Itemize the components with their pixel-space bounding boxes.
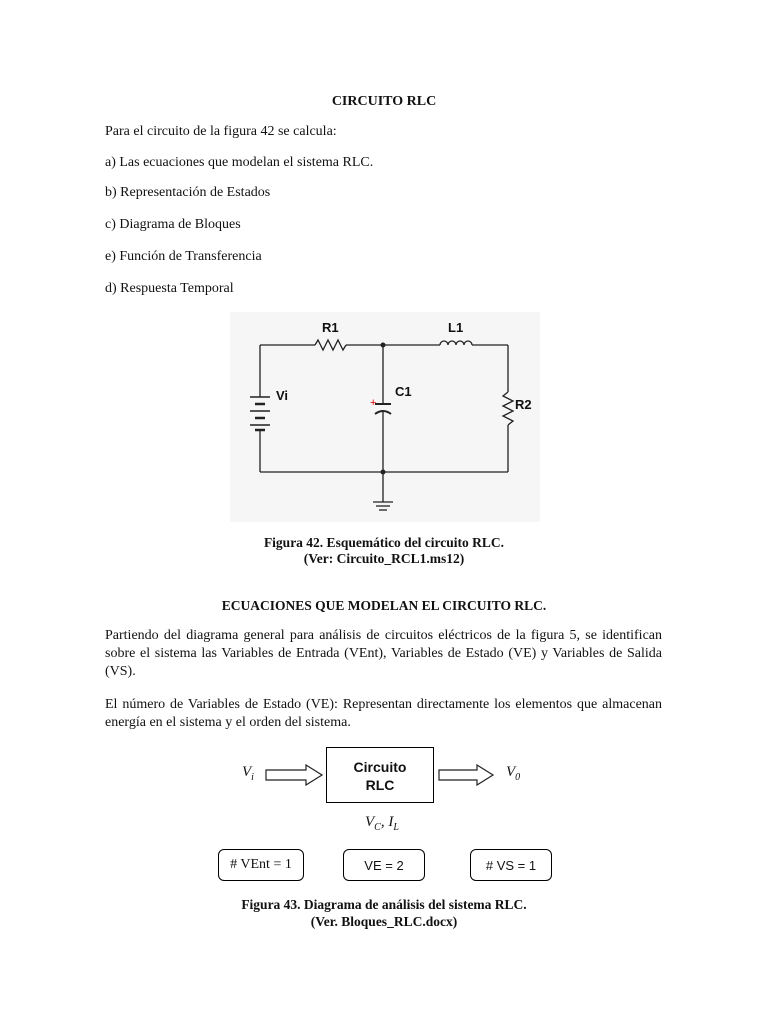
rlc-schematic-svg: [230, 312, 540, 522]
label-r2: R2: [515, 397, 532, 412]
output-arrow-icon: [437, 764, 497, 786]
figure-42-caption-line2: (Ver: Circuito_RCL1.ms12): [303, 551, 465, 566]
figure-43-caption-line1: Figura 43. Diagrama de análisis del sistema RLC.: [241, 897, 527, 912]
list-item-b: b) Representación de Estados: [105, 185, 271, 200]
box-state-variables: VE = 2: [343, 849, 425, 881]
figure-43-caption-line2: (Ver. Bloques_RLC.docx): [310, 914, 458, 929]
label-vi: Vi: [276, 388, 289, 403]
intro-text: Para el circuito de la figura 42 se calcula:: [105, 124, 337, 139]
resistor-r2: [503, 392, 513, 425]
box-output-variables: # VS = 1: [470, 849, 552, 881]
rlc-schematic: [230, 312, 540, 522]
state-variables: $V_C$, $I_L$: [365, 814, 399, 833]
input-arrow-icon: [264, 764, 324, 786]
circuit-rlc-block: [326, 747, 434, 803]
battery-vi: [250, 397, 270, 430]
inductor-l1: [440, 341, 472, 345]
input-variable-vi: $V_i$: [242, 764, 254, 783]
label-c1: C1: [395, 384, 412, 399]
list-item-a: a) Las ecuaciones que modelan el sistema RLC.: [105, 155, 374, 170]
list-item-e: e) Función de Transferencia: [105, 249, 262, 264]
junction-dot-top: [381, 343, 386, 348]
label-polarity-plus: +: [370, 397, 377, 409]
figure-42-caption-line1: Figura 42. Esquemático del circuito RLC.: [263, 535, 505, 550]
section-title: ECUACIONES QUE MODELAN EL CIRCUITO RLC.: [221, 598, 547, 613]
box-input-variables: # VEnt = 1: [218, 849, 304, 881]
block-label-line1: Circuito: [353, 759, 407, 775]
paragraph-variables: Partiendo del diagrama general para análisis de circuitos eléctricos de la figura 5, se identifican sobre el sistema las Variables de Entrada (VEnt), Variables de Estado (VE) y Variables de Salida (VS).: [105, 628, 662, 679]
list-item-d: d) Respuesta Temporal: [105, 281, 234, 296]
junction-dot-bottom: [381, 470, 386, 475]
block-label-line2: RLC: [365, 777, 395, 793]
list-item-c: c) Diagrama de Bloques: [105, 217, 241, 232]
paragraph-state-variables: El número de Variables de Estado (VE): Representan directamente los elementos que almacenan energía en el sistema y el orden del sistema.: [105, 697, 662, 730]
label-r1: R1: [322, 320, 339, 335]
output-variable-vo: $V_0$: [506, 764, 521, 783]
page-title: CIRCUITO RLC: [331, 94, 437, 109]
label-l1: L1: [448, 320, 464, 335]
resistor-r1: [315, 340, 346, 350]
